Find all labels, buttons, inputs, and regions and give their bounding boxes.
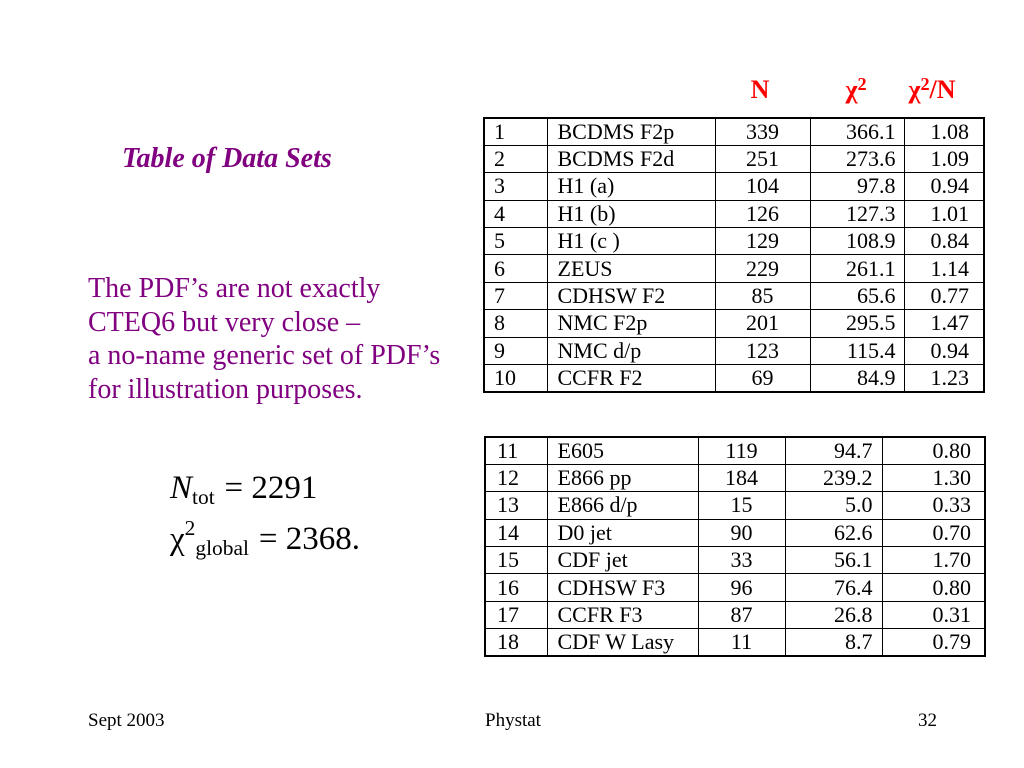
cell-data-set: ZEUS [547, 255, 715, 282]
column-header-n: N [750, 75, 770, 104]
cell-chi2-per-n: 0.77 [904, 282, 984, 309]
data-table-2 [484, 436, 986, 657]
cell-index: 14 [485, 519, 547, 546]
cell-index: 4 [484, 200, 547, 227]
cell-n: 104 [715, 173, 810, 200]
cell-n: 201 [715, 310, 810, 337]
cell-index: 18 [485, 629, 547, 656]
table-row [485, 601, 985, 628]
table-row [484, 310, 984, 337]
cell-chi2: 26.8 [785, 601, 882, 628]
n-total-formula [170, 472, 317, 508]
cell-chi2: 76.4 [785, 574, 882, 601]
table-row [485, 437, 985, 464]
superscript-2: 2 [184, 515, 196, 540]
cell-data-set: H1 (c ) [547, 228, 715, 255]
cell-n: 33 [698, 547, 785, 574]
cell-chi2-per-n: 1.09 [904, 145, 984, 172]
cell-n: 85 [715, 282, 810, 309]
cell-n: 96 [698, 574, 785, 601]
table-row [484, 365, 984, 392]
cell-data-set: CDHSW F3 [547, 574, 698, 601]
cell-data-set: E866 d/p [547, 492, 698, 519]
table-row [485, 629, 985, 656]
cell-data-set: CCFR F3 [547, 601, 698, 628]
table-row [485, 547, 985, 574]
column-header-chi2-per-n [895, 74, 969, 105]
table-row [484, 337, 984, 364]
cell-n: 184 [698, 464, 785, 491]
cell-chi2: 366.1 [810, 118, 904, 145]
cell-data-set: CDF jet [547, 547, 698, 574]
n-symbol: N [170, 470, 193, 506]
cell-chi2: 97.8 [810, 173, 904, 200]
cell-n: 339 [715, 118, 810, 145]
subscript-global: global [195, 536, 249, 561]
cell-data-set: NMC d/p [547, 337, 715, 364]
cell-index: 15 [485, 547, 547, 574]
cell-data-set: E605 [547, 437, 698, 464]
cell-chi2: 8.7 [785, 629, 882, 656]
description-text [88, 272, 440, 406]
chi-symbol: χ [845, 75, 858, 104]
cell-chi2-per-n: 1.47 [904, 310, 984, 337]
cell-data-set: D0 jet [547, 519, 698, 546]
cell-n: 251 [715, 145, 810, 172]
description-line: CTEQ6 but very close – [88, 306, 361, 338]
table-row [484, 255, 984, 282]
cell-chi2: 239.2 [785, 464, 882, 491]
cell-n: 87 [698, 601, 785, 628]
superscript-2: 2 [920, 74, 930, 95]
cell-index: 3 [484, 173, 547, 200]
cell-chi2-per-n: 1.30 [882, 464, 985, 491]
footer-event: Phystat [485, 710, 541, 731]
cell-n: 229 [715, 255, 810, 282]
cell-chi2: 56.1 [785, 547, 882, 574]
cell-chi2: 295.5 [810, 310, 904, 337]
cell-chi2-per-n: 0.94 [904, 173, 984, 200]
data-table-1 [483, 117, 985, 393]
chi2-global-formula [170, 515, 360, 561]
cell-chi2-per-n: 1.23 [904, 365, 984, 392]
footer-page-number: 32 [918, 710, 937, 731]
table-body [485, 437, 985, 656]
cell-n: 69 [715, 365, 810, 392]
table-row [484, 173, 984, 200]
cell-data-set: H1 (b) [547, 200, 715, 227]
cell-chi2-per-n: 1.14 [904, 255, 984, 282]
description-line: a no-name generic set of PDF’s [88, 340, 441, 371]
per-n-suffix: /N [929, 75, 956, 104]
cell-n: 119 [698, 437, 785, 464]
cell-data-set: CCFR F2 [547, 365, 715, 392]
superscript-2: 2 [857, 74, 867, 95]
cell-data-set: CDHSW F2 [547, 282, 715, 309]
cell-chi2: 5.0 [785, 492, 882, 519]
cell-chi2-per-n: 1.01 [904, 200, 984, 227]
section-title: Table of Data Sets [122, 143, 332, 174]
cell-index: 11 [485, 437, 547, 464]
cell-chi2-per-n: 1.08 [904, 118, 984, 145]
cell-n: 126 [715, 200, 810, 227]
table-row [485, 574, 985, 601]
table-body [484, 118, 984, 392]
description-line: The PDF’s are not exactly [88, 273, 381, 304]
cell-index: 7 [484, 282, 547, 309]
cell-chi2-per-n: 0.80 [882, 437, 985, 464]
cell-chi2-per-n: 0.80 [882, 574, 985, 601]
cell-index: 2 [484, 145, 547, 172]
cell-chi2-per-n: 0.79 [882, 629, 985, 656]
subscript-tot: tot [192, 485, 215, 510]
cell-n: 90 [698, 519, 785, 546]
cell-chi2: 115.4 [810, 337, 904, 364]
cell-chi2-per-n: 0.94 [904, 337, 984, 364]
cell-chi2: 261.1 [810, 255, 904, 282]
cell-data-set: BCDMS F2d [547, 145, 715, 172]
cell-index: 10 [484, 365, 547, 392]
cell-index: 9 [484, 337, 547, 364]
cell-data-set: NMC F2p [547, 310, 715, 337]
cell-n: 11 [698, 629, 785, 656]
cell-chi2: 94.7 [785, 437, 882, 464]
cell-chi2-per-n: 1.70 [882, 547, 985, 574]
table-row [484, 118, 984, 145]
cell-chi2-per-n: 0.70 [882, 519, 985, 546]
description-line: for illustration purposes. [88, 373, 363, 405]
cell-chi2-per-n: 0.84 [904, 228, 984, 255]
table-row [485, 492, 985, 519]
cell-index: 5 [484, 228, 547, 255]
cell-index: 13 [485, 492, 547, 519]
chi2-global-value: = 2368. [258, 521, 360, 557]
table-row [484, 200, 984, 227]
cell-index: 6 [484, 255, 547, 282]
table-row [484, 282, 984, 309]
table-row [485, 519, 985, 546]
n-total-value: = 2291 [224, 470, 318, 506]
cell-data-set: BCDMS F2p [547, 118, 715, 145]
cell-chi2: 273.6 [810, 145, 904, 172]
cell-index: 1 [484, 118, 547, 145]
cell-data-set: E866 pp [547, 464, 698, 491]
cell-chi2-per-n: 0.31 [882, 601, 985, 628]
cell-chi2: 108.9 [810, 228, 904, 255]
column-header-chi2 [826, 74, 886, 105]
cell-data-set: H1 (a) [547, 173, 715, 200]
cell-index: 8 [484, 310, 547, 337]
cell-chi2: 127.3 [810, 200, 904, 227]
cell-index: 12 [485, 464, 547, 491]
cell-index: 17 [485, 601, 547, 628]
cell-n: 123 [715, 337, 810, 364]
cell-n: 129 [715, 228, 810, 255]
cell-chi2-per-n: 0.33 [882, 492, 985, 519]
footer-date: Sept 2003 [88, 710, 165, 731]
chi-symbol: χ [908, 75, 921, 104]
cell-n: 15 [698, 492, 785, 519]
cell-chi2: 84.9 [810, 365, 904, 392]
cell-chi2: 65.6 [810, 282, 904, 309]
cell-chi2: 62.6 [785, 519, 882, 546]
cell-index: 16 [485, 574, 547, 601]
table-row [484, 228, 984, 255]
table-row [485, 464, 985, 491]
table-row [484, 145, 984, 172]
chi-symbol: χ [170, 521, 185, 557]
cell-data-set: CDF W Lasy [547, 629, 698, 656]
